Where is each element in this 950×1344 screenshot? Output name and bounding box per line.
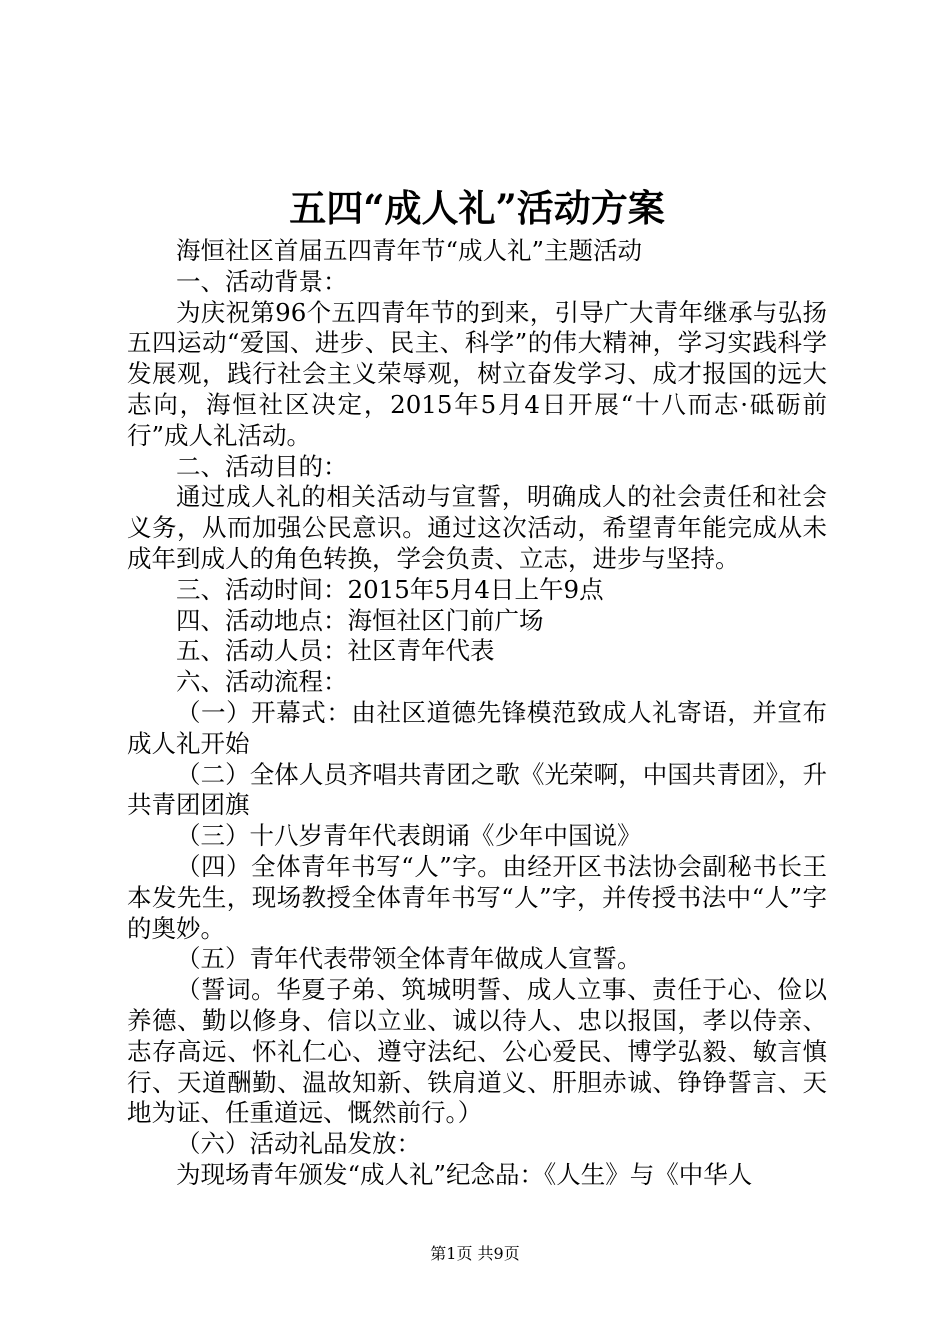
- paragraph-location: 四、活动地点：海恒社区门前广场: [176, 605, 544, 635]
- paragraph-heading-purpose: 二、活动目的：: [176, 451, 348, 481]
- paragraph-step-6: （六）活动礼品发放：: [176, 1129, 421, 1159]
- document-title: 五四“成人礼”活动方案: [289, 186, 665, 230]
- paragraph-gifts: 为现场青年颁发“成人礼”纪念品：《人生》与《中华人: [176, 1159, 753, 1189]
- paragraph-step-4: （四）全体青年书写“人”字。由经开区书法协会副秘书长王本发先生，现场教授全体青年书写“人”字，并传授书法中“人”字的奥妙。: [127, 851, 827, 943]
- paragraph-step-2: （二）全体人员齐唱共青团之歌《光荣啊，中国共青团》，升共青团团旗: [127, 759, 827, 820]
- paragraph-heading-process: 六、活动流程：: [176, 667, 348, 697]
- document-content: [127, 236, 827, 1191]
- paragraph-time: 三、活动时间：2015年5月4日上午9点: [176, 574, 604, 604]
- paragraph-step-5: （五）青年代表带领全体青年做成人宣誓。: [176, 944, 642, 974]
- paragraph-background: 为庆祝第96个五四青年节的到来，引导广大青年继承与弘扬五四运动“爱国、进步、民主、科学”的伟大精神，学习实践科学发展观，践行社会主义荣辱观，树立奋发学习、成才报国的远大志向，海恒社区决定，2015年5月4日开展“十八而志·砥砺前行”成人礼活动。: [127, 297, 827, 450]
- paragraph-subtitle: 海恒社区首届五四青年节“成人礼”主题活动: [176, 236, 643, 265]
- paragraph-purpose: 通过成人礼的相关活动与宣誓，明确成人的社会责任和社会义务，从而加强公民意识。通过这次活动，希望青年能完成从未成年到成人的角色转换，学会负责、立志，进步与坚持。: [127, 482, 827, 573]
- paragraph-step-3: （三）十八岁青年代表朗诵《少年中国说》: [176, 821, 642, 851]
- page-footer: 第1页 共9页: [430, 1244, 520, 1263]
- paragraph-participants: 五、活动人员：社区青年代表: [176, 636, 495, 666]
- paragraph-step-1: （一）开幕式：由社区道德先锋模范致成人礼寄语，并宣布成人礼开始: [127, 697, 827, 758]
- paragraph-heading-background: 一、活动背景：: [176, 266, 348, 296]
- paragraph-oath: （誓词。华夏子弟、筑城明誓、成人立事、责任于心、俭以养德、勤以修身、信以立业、诚以待人、忠以报国，孝以侍亲、志存高远、怀礼仁心、遵守法纪、公心爱民、博学弘毅、敏言慎行、天道酬勤、温故知新、铁肩道义、肝胆赤诚、铮铮誓言、天地为证、任重道远、慨然前行。）: [127, 975, 827, 1128]
